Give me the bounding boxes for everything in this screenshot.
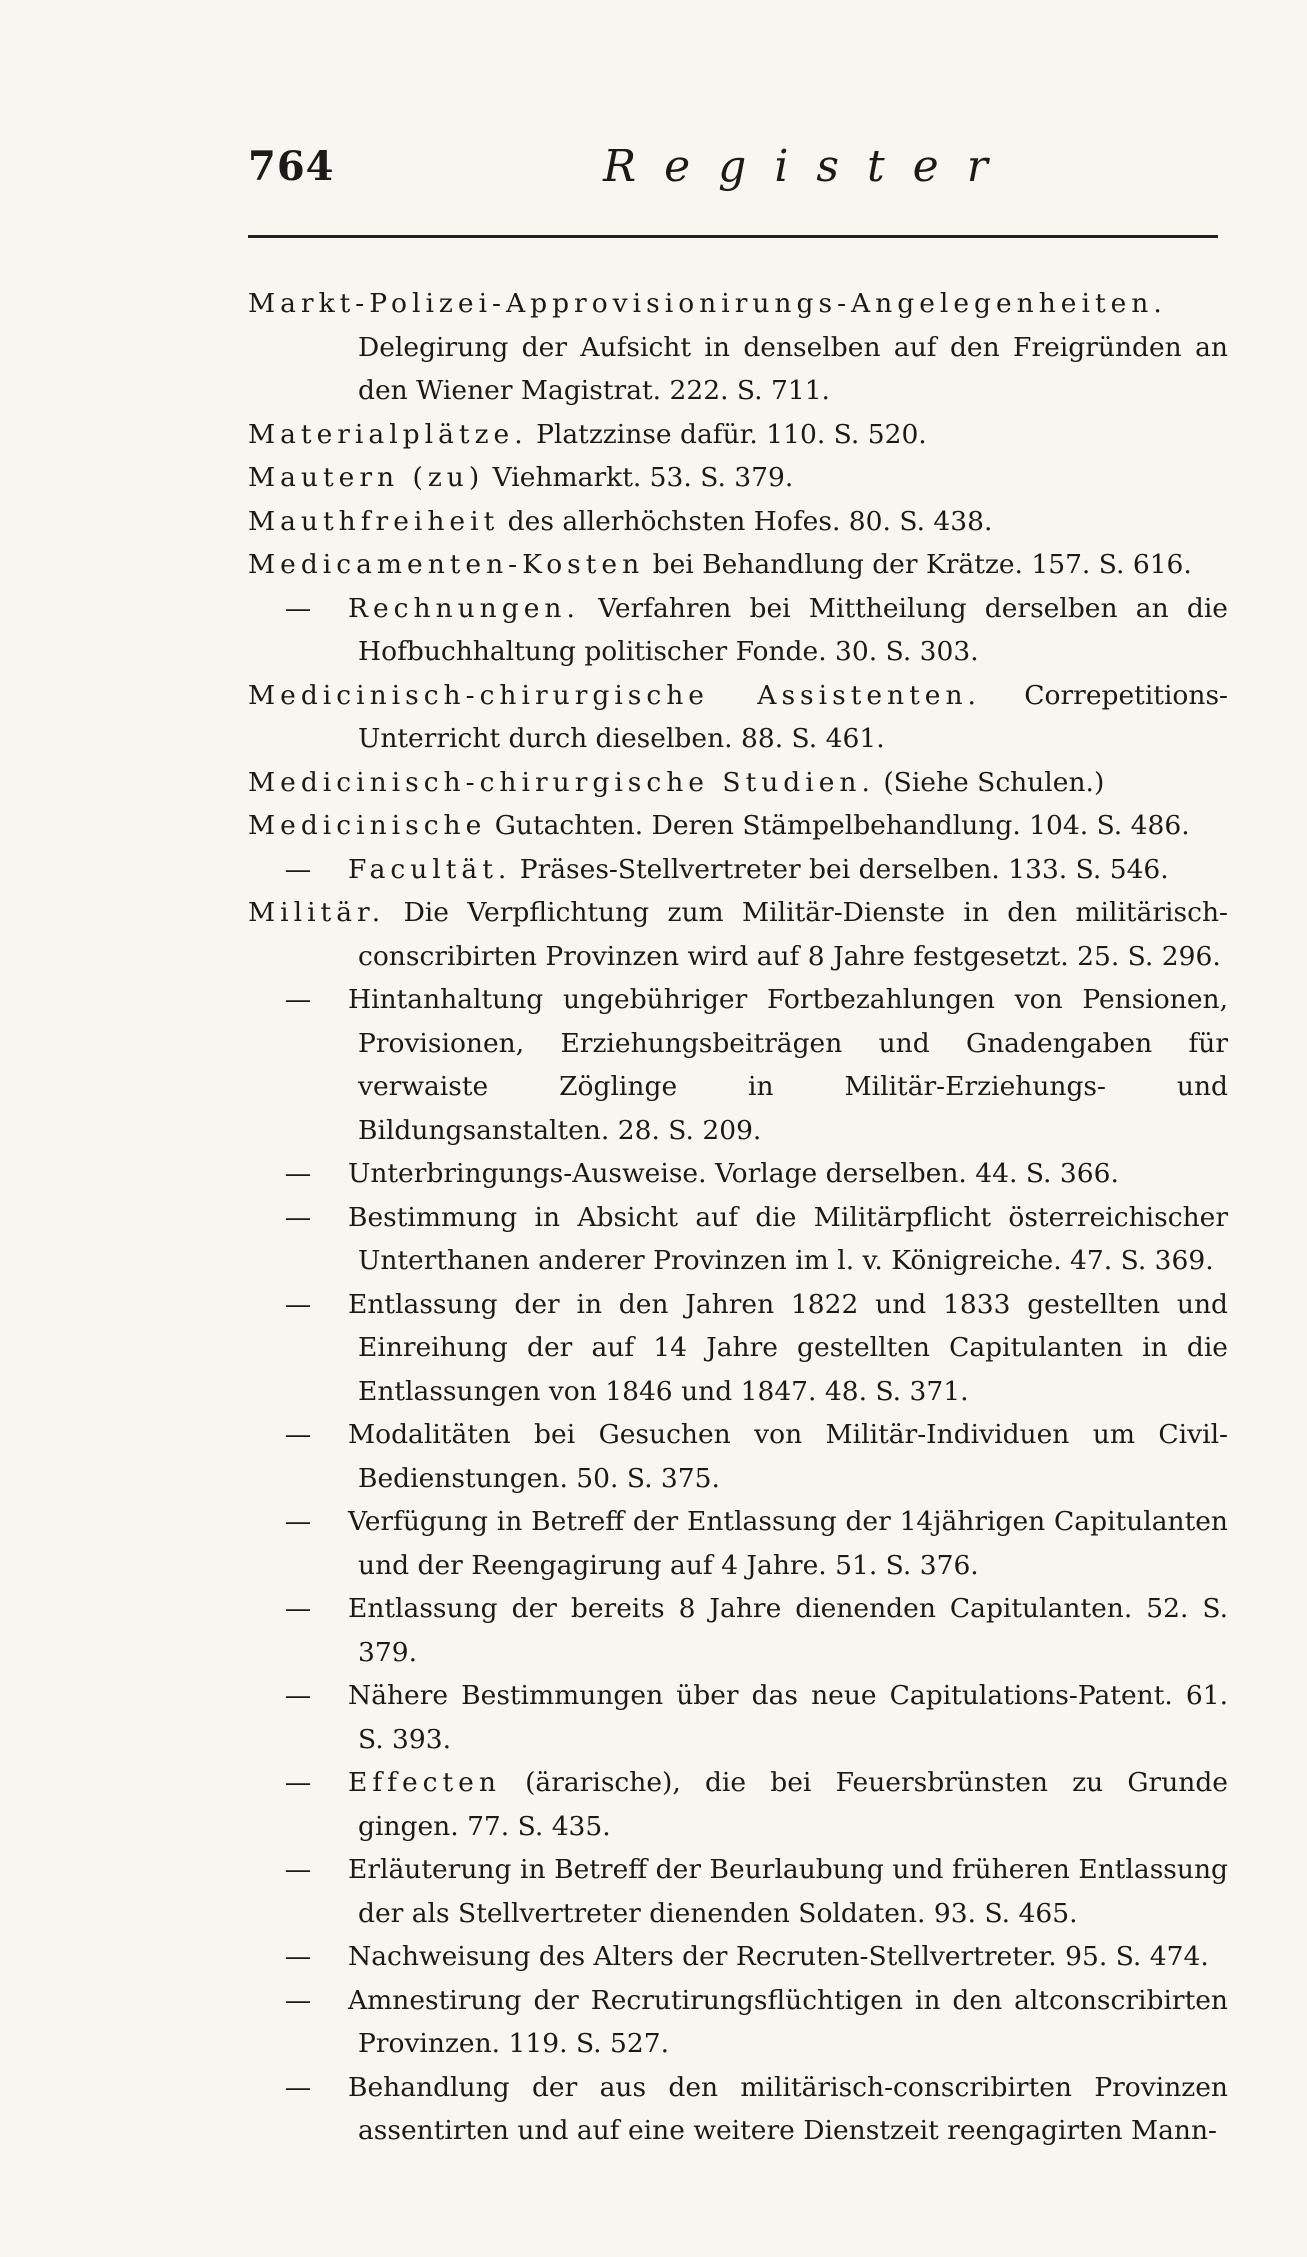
entry-heading: Medicinische: [248, 810, 487, 841]
continuation-dash: —: [284, 1201, 312, 1233]
continuation-dash: —: [284, 1854, 312, 1885]
entry-text: Hintanhaltung ungebühriger Fortbezahlungen von Pensionen, Provisionen, Erziehungsbeiträgen und Gnadengaben für verwaiste Zöglinge in Militär-Erziehungs- und Bildungsanstalten. 28. S. 209.: [348, 984, 1228, 1146]
continuation-dash: —: [284, 1680, 312, 1711]
entry-heading: Materialplätze.: [248, 418, 528, 450]
register-entry: [248, 282, 1228, 413]
entry-text: Platzzinse dafür. 110. S. 520.: [536, 418, 927, 450]
register-entry: [248, 1674, 1228, 1761]
entry-text: (Siehe Schulen.): [883, 766, 1105, 798]
register-entry: [248, 978, 1228, 1152]
register-entry: [248, 1935, 1228, 1979]
entry-text: bei Behandlung der Krätze. 157. S. 616.: [652, 549, 1192, 580]
register-entry: [248, 761, 1228, 805]
continuation-dash: —: [284, 1158, 312, 1189]
entry-text: Gutachten. Deren Stämpelbehandlung. 104. S. 486.: [494, 810, 1190, 841]
continuation-dash: —: [284, 1984, 312, 2016]
register-entry: [248, 1283, 1228, 1414]
register-entry: [248, 1413, 1228, 1500]
entry-text: Unterbringungs-Ausweise. Vorlage derselben. 44. S. 366.: [348, 1158, 1119, 1189]
register-entry: [248, 1761, 1228, 1848]
continuation-dash: —: [284, 1593, 312, 1624]
entry-heading: Mautern (zu): [248, 462, 485, 493]
entry-text: Verfügung in Betreff der Entlassung der 14jährigen Capitulanten und der Reengagirung auf 4 Jahre. 51. S. 376.: [348, 1506, 1228, 1581]
register-entry: [248, 1152, 1228, 1196]
continuation-dash: —: [284, 1941, 312, 1972]
entry-text: Nähere Bestimmungen über das neue Capitulations-Patent. 61. S. 393.: [348, 1680, 1228, 1755]
entry-text: Verfahren bei Mittheilung derselben an die Hofbuchhaltung politischer Fonde. 30. S. 303.: [358, 592, 1228, 667]
register-entry: [248, 674, 1228, 761]
entry-text: Correpetitions-Unterricht durch dieselben. 88. S. 461.: [358, 679, 1228, 754]
register-entry: [248, 413, 1228, 457]
continuation-dash: —: [284, 2071, 312, 2103]
entry-text: Amnestirung der Recrutirungsflüchtigen in den altconscribirten Provinzen. 119. S. 527.: [348, 1984, 1228, 2059]
entry-text: Behandlung der aus den militärisch-conscribirten Provinzen assentirten und auf eine weitere Dienstzeit reengagirten Mann-: [348, 2071, 1228, 2146]
entry-text: Entlassung der in den Jahren 1822 und 1833 gestellten und Einreihung der auf 14 Jahre gestellten Capitulanten in die Entlassungen von 1846 und 1847. 48. S. 371.: [348, 1288, 1228, 1407]
register-entry: [248, 2066, 1228, 2153]
register-entry: [248, 848, 1228, 892]
entry-heading: Medicinisch-chirurgische Assistenten.: [248, 679, 981, 711]
entry-heading: Facultät.: [348, 853, 512, 885]
register-entry: [248, 543, 1228, 587]
entry-heading: Medicinisch-chirurgische Studien.: [248, 766, 875, 798]
entry-heading: Markt-Polizei-Approvisionirungs-Angelegenheiten.: [248, 288, 1167, 319]
entry-heading: Medicamenten-Kosten: [248, 549, 645, 580]
continuation-dash: —: [284, 853, 312, 885]
entry-text: Bestimmung in Absicht auf die Militärpflicht österreichischer Unterthanen anderer Provinzen im l. v. Königreiche. 47. S. 369.: [348, 1201, 1228, 1276]
register-entry: [248, 456, 1228, 500]
register-entry: [248, 587, 1228, 674]
register-entry: [248, 1848, 1228, 1935]
entry-text: Entlassung der bereits 8 Jahre dienenden Capitulanten. 52. S. 379.: [348, 1593, 1228, 1668]
entry-text: Delegirung der Aufsicht in denselben auf den Freigründen an den Wiener Magistrat. 222. S. 711.: [358, 331, 1228, 406]
running-head: Register: [603, 141, 1016, 192]
header-rule: [248, 235, 1218, 238]
page-header: [248, 135, 1228, 205]
entry-heading: Mauthfreiheit: [248, 505, 500, 537]
continuation-dash: —: [284, 592, 312, 624]
register-entry: [248, 500, 1228, 544]
register-entry: [248, 1196, 1228, 1283]
entry-text: Nachweisung des Alters der Recruten-Stellvertreter. 95. S. 474.: [348, 1941, 1209, 1972]
continuation-dash: —: [284, 1767, 312, 1798]
entry-text: Erläuterung in Betreff der Beurlaubung und früheren Entlassung der als Stellvertreter dienenden Soldaten. 93. S. 465.: [348, 1854, 1228, 1929]
entry-text: Die Verpflichtung zum Militär-Dienste in den militärisch-conscribirten Provinzen wird auf 8 Jahre festgesetzt. 25. S. 296.: [358, 897, 1228, 972]
entry-text: (ärarische), die bei Feuersbrünsten zu Grunde gingen. 77. S. 435.: [358, 1767, 1228, 1842]
entry-heading: Militär.: [248, 897, 386, 928]
entry-text: Modalitäten bei Gesuchen von Militär-Individuen um Civil-Bedienstungen. 50. S. 375.: [348, 1419, 1228, 1494]
continuation-dash: —: [284, 1506, 312, 1537]
continuation-dash: —: [284, 984, 312, 1015]
register-entry: [248, 1500, 1228, 1587]
entry-heading: Effecten: [348, 1767, 501, 1798]
entry-text: Viehmarkt. 53. S. 379.: [492, 462, 794, 493]
entry-text: Präses-Stellvertreter bei derselben. 133. S. 546.: [519, 853, 1169, 885]
entry-text: des allerhöchsten Hofes. 80. S. 438.: [507, 505, 993, 537]
register-entries: [248, 282, 1228, 2153]
register-entry: [248, 1979, 1228, 2066]
register-entry: [248, 804, 1228, 848]
entry-heading: Rechnungen.: [348, 592, 580, 624]
register-entry: [248, 891, 1228, 978]
continuation-dash: —: [284, 1419, 312, 1450]
continuation-dash: —: [284, 1288, 312, 1320]
register-entry: [248, 1587, 1228, 1674]
page-number: 764: [248, 143, 335, 190]
